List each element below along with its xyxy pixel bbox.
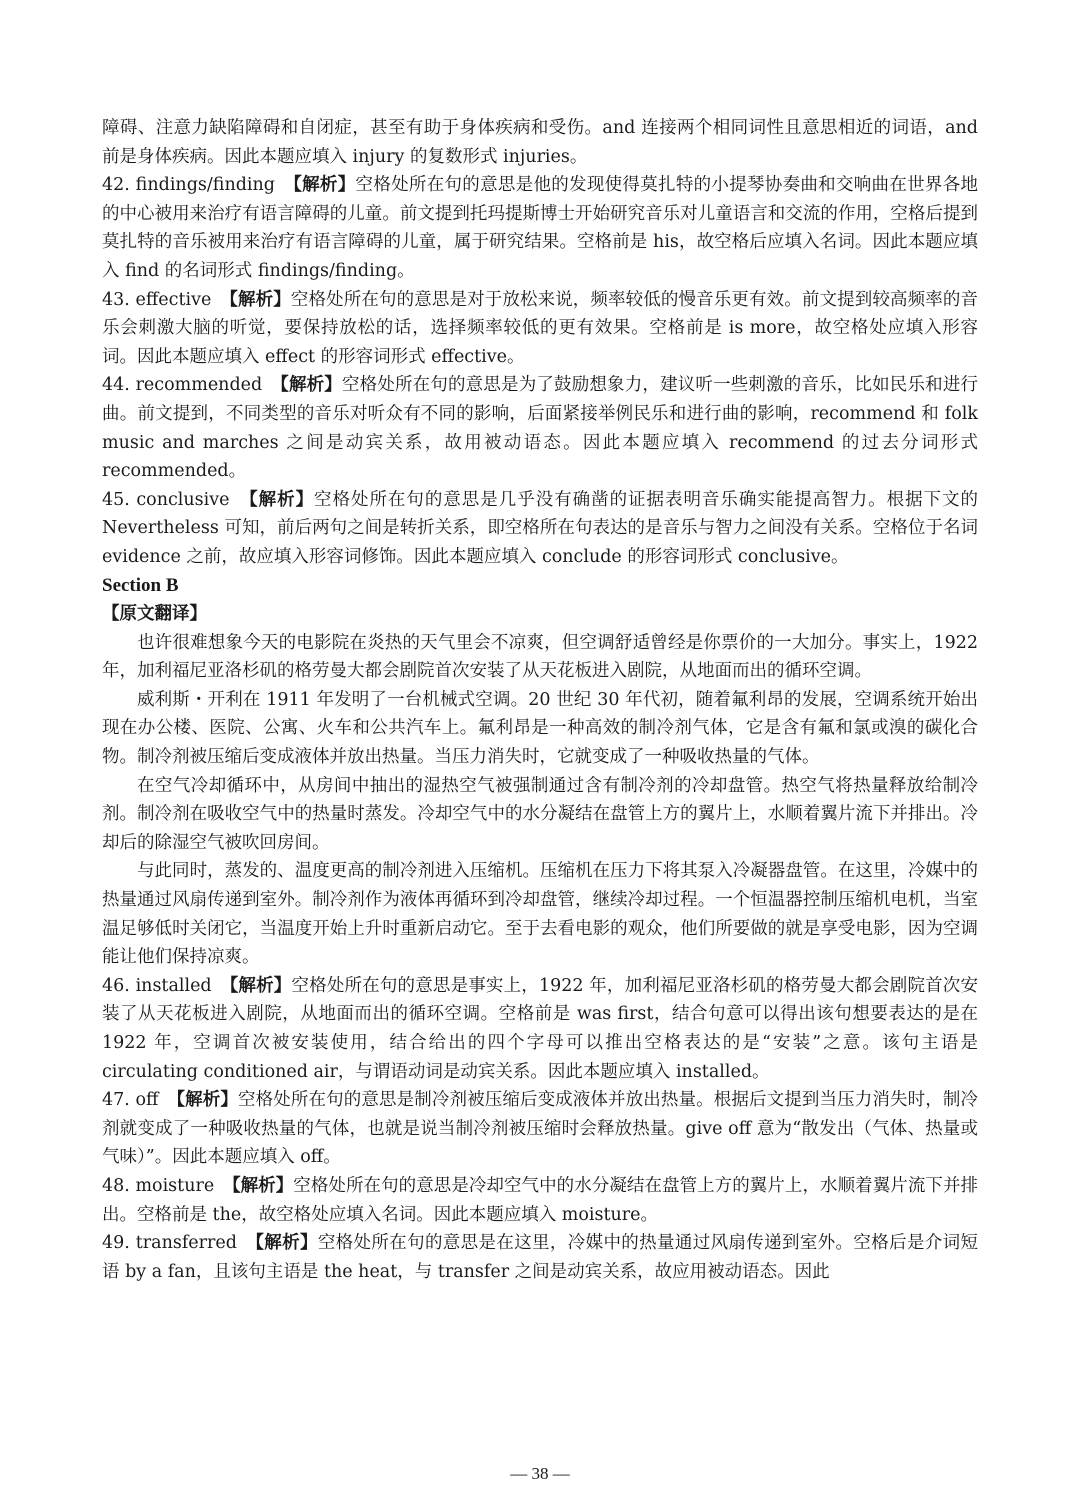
answer-key: 48. moisture bbox=[102, 1175, 232, 1196]
analysis-text: 空格处所在句的意思是事实上，1922 年，加利福尼亚洛杉矶的格劳曼大都会剧院首次安装了从天花板进入剧院，从地面而出的循环空调。空格前是 was first，结合句意可以得出该句想要表达的是在 1922 年，空调首次被安装使用，结合给出的四个字母可以推出空格表达的是“安装”之意。该句主语是 circulating conditioned air，与谓语动词是动宾关系。因此本题应填入 installed。 bbox=[102, 975, 978, 1082]
analysis-tag: 【解析】 bbox=[231, 1175, 294, 1196]
analysis-text: 空格处所在句的意思是几乎没有确凿的证据表明音乐确实能提高智力。根据下文的 Nevertheless 可知，前后两句之间是转折关系，即空格所在句表达的是音乐与智力之间没有关系。空格位于名词 evidence 之前，故应填入形容词修饰。因此本题应填入 conclude 的形容词形式 conclusive。 bbox=[102, 489, 979, 567]
analysis-text: 空格处所在句的意思是对于放松来说，频率较低的慢音乐更有效。前文提到较高频率的音乐会刺激大脑的听觉，要保持放松的话，选择频率较低的更有效果。空格前是 is more，故空格处应填入形容词。因此本题应填入 effect 的形容词形式 effective。 bbox=[102, 289, 979, 367]
answer-item-46 bbox=[102, 972, 978, 1086]
answer-key: 44. recommended bbox=[102, 375, 281, 396]
analysis-tag: 【解析】 bbox=[229, 975, 292, 996]
answer-item-48 bbox=[102, 1172, 978, 1229]
answer-item-47 bbox=[102, 1086, 978, 1172]
analysis-tag: 【解析】 bbox=[248, 489, 315, 510]
analysis-text: 空格处所在句的意思是制冷剂被压缩后变成液体并放出热量。根据后文提到当压力消失时，制冷剂就变成了一种吸收热量的气体，也就是说当制冷剂被压缩时会释放热量。give off 意为“散发出（气体、热量或气味）”。因此本题应填入 off。 bbox=[102, 1090, 978, 1168]
answer-item-43 bbox=[102, 286, 978, 372]
translation-paragraph: 与此同时，蒸发的、温度更高的制冷剂进入压缩机。压缩机在压力下将其泵入冷凝器盘管。在这里，冷媒中的热量通过风扇传递到室外。制冷剂作为液体再循环到冷却盘管，继续冷却过程。一个恒温器控制压缩机电机，当室温足够低时关闭它，当温度开始上升时重新启动它。至于去看电影的观众，他们所要做的就是享受电影，因为空调能让他们保持凉爽。 bbox=[102, 861, 978, 968]
answer-item-42 bbox=[102, 171, 978, 285]
analysis-tag: 【解析】 bbox=[280, 375, 342, 396]
answer-key: 45. conclusive bbox=[102, 489, 249, 510]
translation-paragraph: 威利斯・开利在 1911 年发明了一台机械式空调。20 世纪 30 年代初，随着氟利昂的发展，空调系统开始出现在办公楼、医院、公寓、火车和公共汽车上。氟利昂是一种高效的制冷剂气体，它是含有氟和氯或溴的碳化合物。制冷剂被压缩后变成液体并放出热量。当压力消失时，它就变成了一种吸收热量的气体。 bbox=[102, 689, 978, 768]
translation-heading: 【原文翻译】 bbox=[102, 604, 207, 625]
translation-paragraph: 在空气冷却循环中，从房间中抽出的湿热空气被强制通过含有制冷剂的冷却盘管。热空气将热量释放给制冷剂。制冷剂在吸收空气中的热量时蒸发。冷却空气中的水分凝结在盘管上方的翼片上，水顺着翼片流下并排出。冷却后的除湿空气被吹回房间。 bbox=[102, 775, 978, 853]
page-content bbox=[102, 114, 978, 1286]
page-number: — 38 — bbox=[510, 1464, 570, 1483]
section-title: Section B bbox=[102, 574, 179, 596]
answer-key: 47. off bbox=[102, 1090, 177, 1111]
analysis-text: 空格处所在句的意思是冷却空气中的水分凝结在盘管上方的翼片上，水顺着翼片流下并排出。空格前是 the，故空格处应填入名词。因此本题应填入 moisture。 bbox=[102, 1175, 978, 1225]
analysis-tag: 【解析】 bbox=[255, 1233, 318, 1254]
analysis-tag: 【解析】 bbox=[293, 175, 356, 196]
analysis-text: 空格处所在句的意思是他的发现使得莫扎特的小提琴协奏曲和交响曲在世界各地的中心被用来治疗有语言障碍的儿童。前文提到托玛提斯博士开始研究音乐对儿童语言和交流的作用，空格后提到莫扎特的音乐被用来治疗有语言障碍的儿童，属于研究结果。空格前是 his，故空格后应填入名词。因此本题应填入 find 的名词形式 findings/finding。 bbox=[102, 175, 979, 281]
analysis-tag: 【解析】 bbox=[176, 1090, 238, 1111]
answer-key: 46. installed bbox=[102, 975, 230, 996]
answer-key: 42. findings/finding bbox=[102, 175, 294, 196]
analysis-tag: 【解析】 bbox=[229, 289, 291, 310]
answer-item-45 bbox=[102, 486, 978, 572]
answer-key: 49. transferred bbox=[102, 1233, 256, 1254]
translation-paragraph: 也许很难想象今天的电影院在炎热的天气里会不凉爽，但空调舒适曾经是你票价的一大加分。事实上，1922 年，加利福尼亚洛杉矶的格劳曼大都会剧院首次安装了从天花板进入剧院，从地面而出的循环空调。 bbox=[102, 632, 978, 682]
analysis-text: 空格处所在句的意思是为了鼓励想象力，建议听一些刺激的音乐，比如民乐和进行曲。前文提到，不同类型的音乐对听众有不同的影响，后面紧接举例民乐和进行曲的影响，recommend 和 folk music and marches 之间是动宾关系，故用被动语态。因此本题应填入 recommend 的过去分词形式 recommended。 bbox=[102, 375, 978, 482]
answer-item-49 bbox=[102, 1229, 978, 1286]
continuation-paragraph: 障碍、注意力缺陷障碍和自闭症，甚至有助于身体疾病和受伤。and 连接两个相同词性且意思相近的词语，and 前是身体疾病。因此本题应填入 injury 的复数形式 injuries。 bbox=[102, 118, 978, 167]
analysis-text: 空格处所在句的意思是在这里，冷媒中的热量通过风扇传递到室外。空格后是介词短语 by a fan，且该句主语是 the heat，与 transfer 之间是动宾关系，故应用被动语态。因此 bbox=[102, 1233, 979, 1282]
answer-item-44 bbox=[102, 371, 978, 485]
answer-key: 43. effective bbox=[102, 289, 230, 310]
